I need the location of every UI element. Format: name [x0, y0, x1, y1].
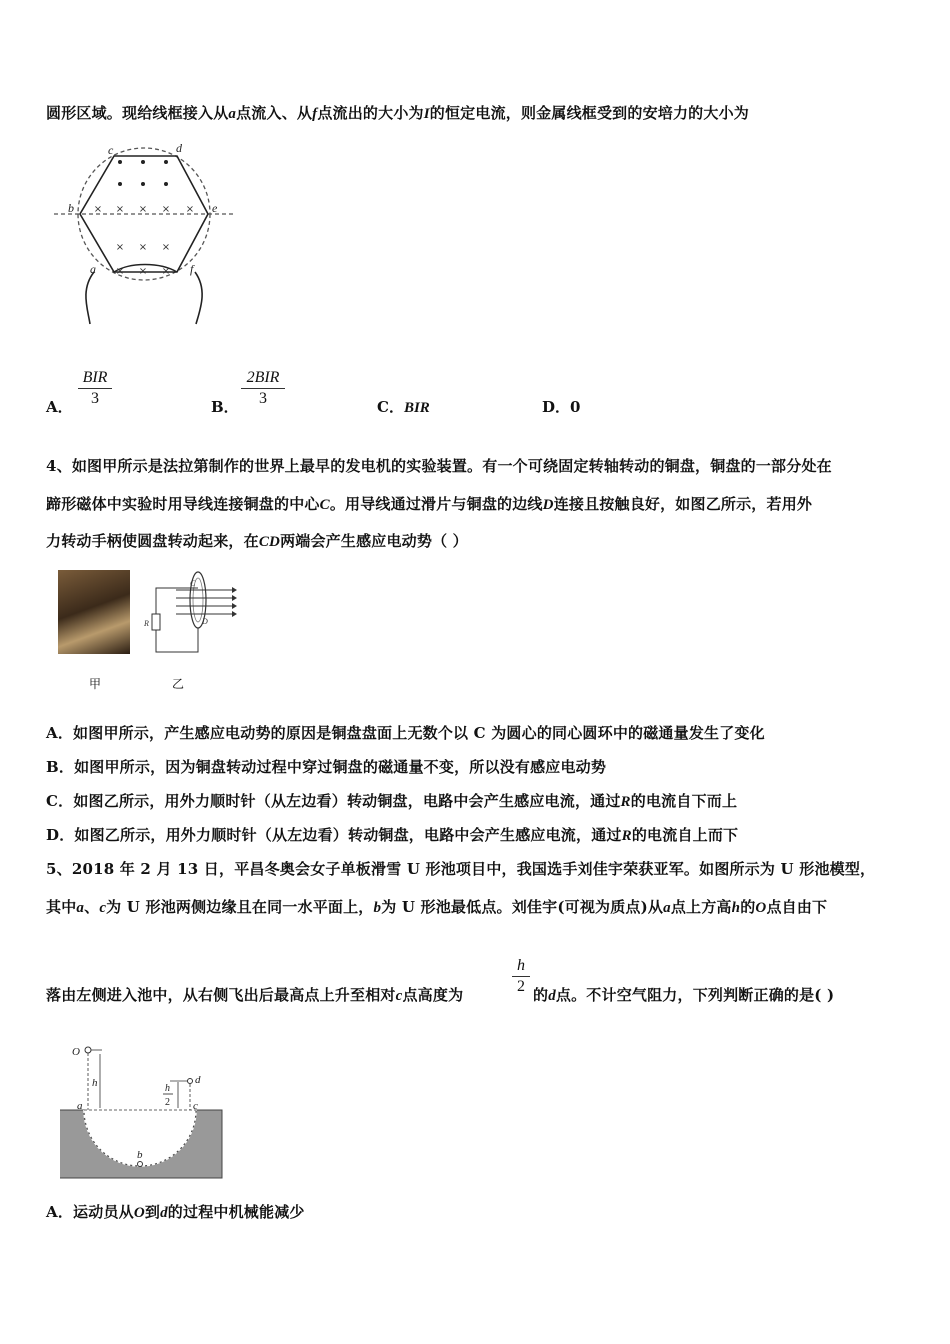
q3-option-d: D．0 — [542, 398, 581, 416]
q4-option-c: C．如图乙所示，用外力顺时针（从左边看）转动铜盘，电路中会产生感应电流，通过R的电流自下而上 — [46, 792, 738, 810]
fig-label-R: R — [144, 619, 149, 628]
fig1-label-b: b — [68, 201, 74, 215]
fig1-label-f: f — [190, 262, 194, 276]
q4-stem-line1: 4、如图甲所示是法拉第制作的世界上最早的发电机的实验装置。有一个可绕固定转轴转动的铜盘，铜盘的一部分处在 — [46, 457, 832, 475]
caption-jia: 甲 — [89, 677, 102, 691]
fig1-label-d: d — [176, 141, 182, 155]
q3-option-b-fraction: 2BIR 3 — [241, 369, 285, 408]
fig1-label-c: c — [108, 143, 114, 157]
svg-text:×: × — [138, 242, 148, 253]
svg-text:×: × — [115, 266, 125, 277]
fig5-label-c: c — [193, 1100, 198, 1112]
svg-text:×: × — [161, 204, 171, 215]
q5-stem-line1: 5、2018 年 2 月 13 日，平昌冬奥会女子单板滑雪 U 形池项目中，我国选手刘佳宇荣获亚军。如图所示为 U 形池模型， — [46, 860, 876, 878]
hexagon-field-diagram — [50, 140, 240, 330]
fig-label-C: C — [190, 579, 196, 588]
q5-stem-line3-right: 的d点。不计空气阻力，下列判断正确的是( ) — [533, 986, 835, 1004]
q5-stem-line2: 其中a、c为 U 形池两侧边缘且在同一水平面上，b为 U 形池最低点。刘佳宇(可视为质点)从a点上方高h的O点自由下 — [46, 898, 828, 916]
q4-stem-line2: 蹄形磁体中实验时用导线连接铜盘的中心C。用导线通过滑片与铜盘的边线D连接且按触良好，如图乙所示，若用外 — [46, 495, 813, 513]
fig5-label-hden: 2 — [165, 1097, 170, 1108]
q5-option-a: A．运动员从O到d的过程中机械能减少 — [46, 1203, 305, 1221]
fig1-label-e: e — [212, 201, 218, 215]
fig-label-D: D — [202, 617, 208, 626]
faraday-disk-circuit-diagram — [140, 566, 240, 658]
q5-stem-line3-left: 落由左侧进入池中，从右侧飞出后最高点上升至相对c点高度为 — [46, 986, 464, 1004]
q5-h-over-2-fraction: h 2 — [512, 957, 530, 996]
fig5-label-hnum: h — [165, 1083, 170, 1094]
svg-text:×: × — [185, 204, 195, 215]
q3-option-a-label: A． — [46, 398, 73, 416]
svg-text:×: × — [161, 242, 171, 253]
u-pool-diagram — [60, 1040, 230, 1182]
q4-stem-line3: 力转动手柄使圆盘转动起来，在CD两端会产生感应电动势（ ） — [46, 532, 468, 550]
q3-option-b-label: B． — [211, 398, 239, 416]
faraday-generator-photo — [58, 570, 130, 654]
fig1-label-a: a — [90, 262, 96, 276]
svg-text:×: × — [115, 204, 125, 215]
q3-option-c: C．BIR — [377, 398, 430, 416]
svg-text:×: × — [138, 204, 148, 215]
q3-option-a-fraction: BIR 3 — [78, 369, 112, 408]
top-line: 圆形区域。现给线框接入从a点流入、从f点流出的大小为I的恒定电流，则金属线框受到的安培力的大小为 — [46, 104, 749, 122]
fig5-label-a: a — [77, 1100, 83, 1112]
fig5-label-h: h — [92, 1077, 98, 1089]
svg-text:×: × — [138, 266, 148, 277]
q4-option-d: D．如图乙所示，用外力顺时针（从左边看）转动铜盘，电路中会产生感应电流，通过R的电流自上而下 — [46, 826, 739, 844]
q4-option-a: A．如图甲所示，产生感应电动势的原因是铜盘盘面上无数个以 C 为圆心的同心圆环中的磁通量发生了变化 — [46, 724, 765, 742]
svg-text:×: × — [115, 242, 125, 253]
fig5-label-d: d — [195, 1074, 201, 1086]
svg-text:×: × — [161, 266, 171, 277]
fig5-label-O: O — [72, 1046, 80, 1058]
caption-yi: 乙 — [172, 677, 185, 691]
svg-text:×: × — [93, 204, 103, 215]
fig5-label-b: b — [137, 1149, 143, 1161]
q4-option-b: B．如图甲所示，因为铜盘转动过程中穿过铜盘的磁通量不变，所以没有感应电动势 — [46, 758, 607, 776]
